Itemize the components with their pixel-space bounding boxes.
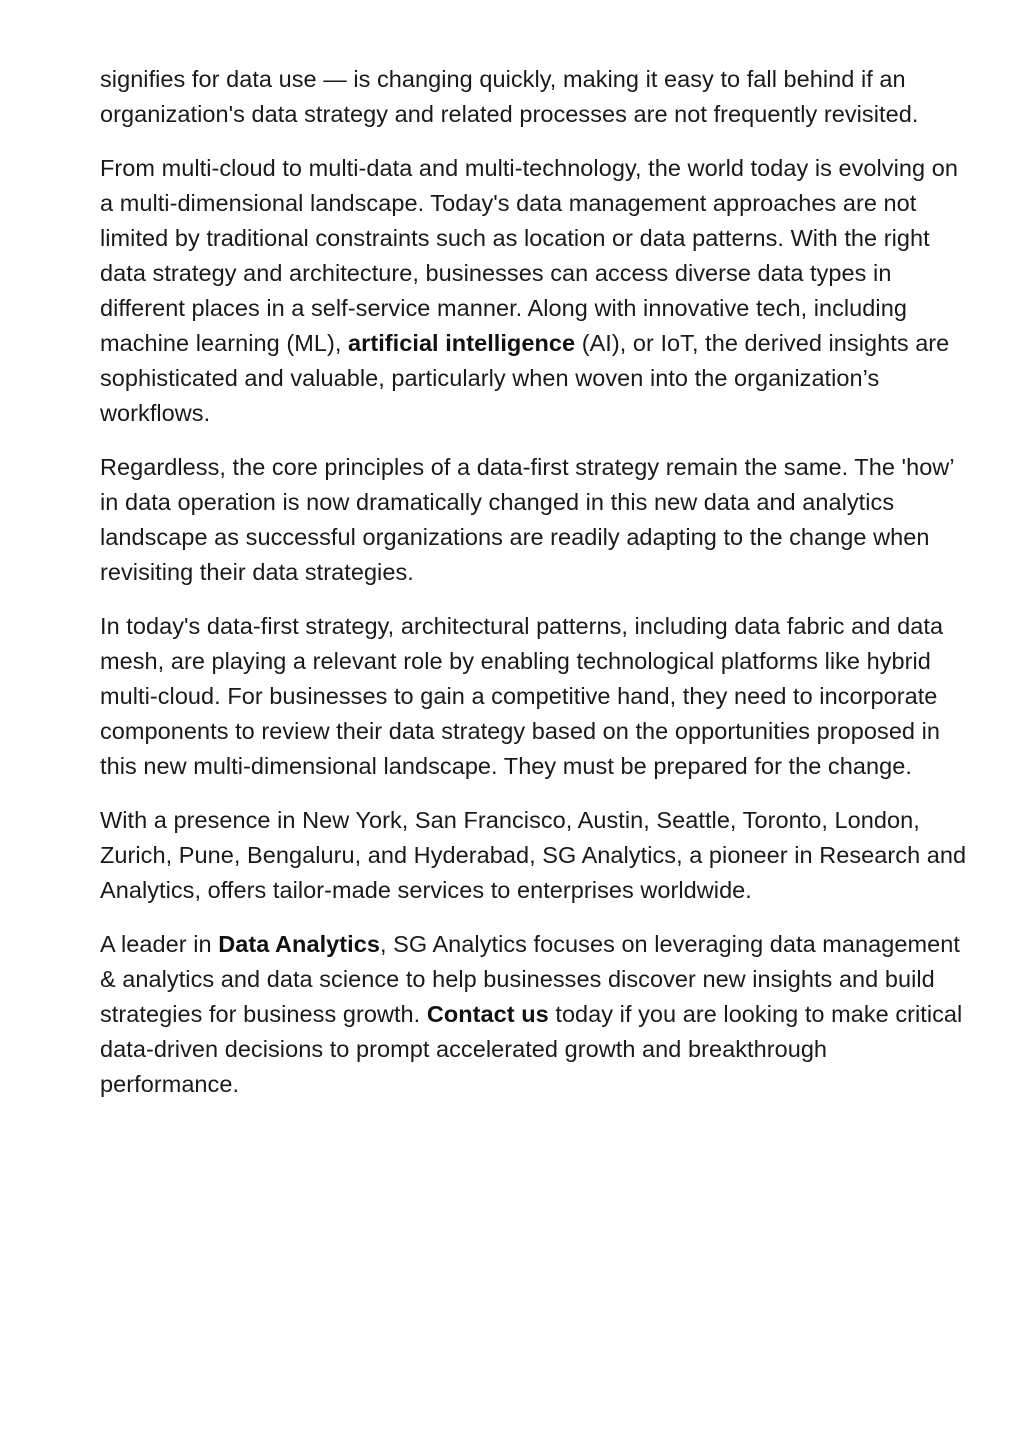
paragraph-core-principles: Regardless, the core principles of a data-first strategy remain the same. The 'how’ in data operation is now dramatically changed in this new data and analytics landscape as successful organizations are readily adapting to the change when revisiting their data strategies.: [100, 454, 954, 585]
paragraph-company-presence: With a presence in New York, San Francisco, Austin, Seattle, Toronto, London, Zurich, Pune, Bengaluru, and Hyderabad, SG Analytics, a pioneer in Research and Analytics, offers tailor-made services to enterprises worldwide.: [100, 807, 967, 903]
paragraph-architectural-patterns: In today's data-first strategy, architectural patterns, including data fabric and data mesh, are playing a relevant role by enabling technological platforms like hybrid multi-cloud. For businesses to gain a competitive hand, they need to incorporate components to review their data strategy based on the opportunities proposed in this new multi-dimensional landscape. They must be prepared for the change.: [100, 613, 944, 779]
paragraph-text: From multi-cloud to multi-data and multi-technology, the world today is evolving on a multi-dimensional landscape. Today's data management approaches are not limited by traditional constraints such as location or data patterns. With the right data strategy and architecture, businesses can access diverse data types in different places in a self-service manner. Along with innovative tech, including machine learning (ML),: [100, 155, 958, 356]
paragraph-text: A leader in: [100, 931, 219, 957]
paragraph-text: , SG Analytics focuses on leveraging data management & analytics and data science to help businesses discover new insights and build strategies for business growth.: [100, 931, 960, 1027]
paragraph-text: (AI), or IoT, the derived insights are sophisticated and valuable, particularly when woven into the organization’s workflows.: [100, 330, 950, 426]
paragraph-data-strategy-intro: signifies for data use — is changing quickly, making it easy to fall behind if an organization's data strategy and related processes are not frequently revisited.: [100, 66, 919, 127]
paragraph-text: today if you are looking to make critical data-driven decisions to prompt accelerated growth and breakthrough performance.: [100, 1001, 963, 1097]
contact-us-link[interactable]: Contact us: [426, 1001, 549, 1027]
article-body: [100, 62, 970, 1121]
data-analytics-link[interactable]: Data Analytics: [218, 931, 380, 957]
artificial-intelligence-link[interactable]: artificial intelligence: [348, 330, 576, 356]
paragraph-multi-dimensional-landscape: [100, 151, 970, 431]
paragraph-call-to-action: [100, 927, 970, 1102]
